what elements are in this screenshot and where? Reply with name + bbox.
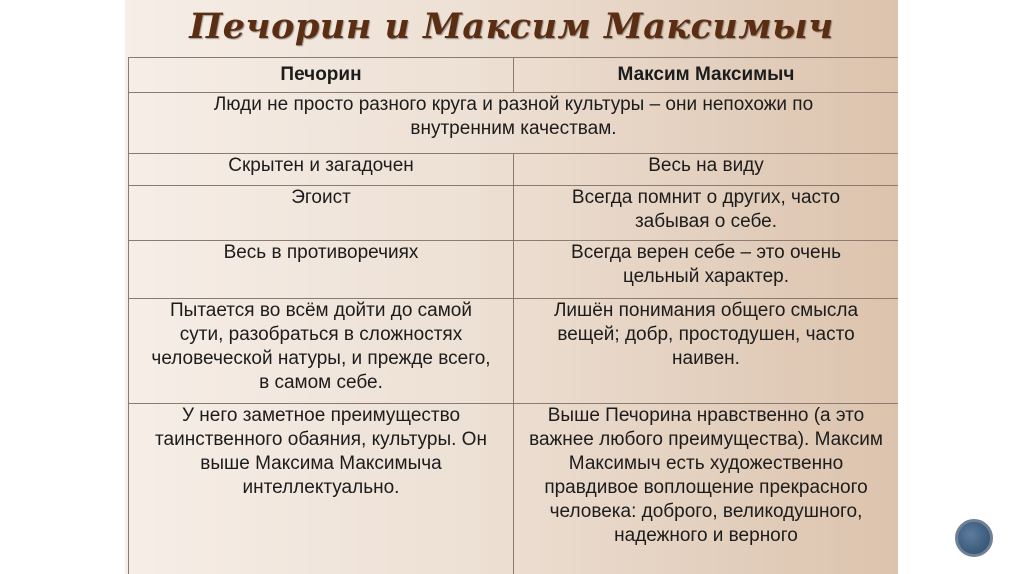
cell-maksim: Лишён понимания общего смысла вещей; добр, простодушен, часто наивен.	[514, 299, 899, 404]
table-row-summary	[129, 93, 899, 154]
comparison-table	[128, 57, 898, 574]
table-row	[129, 241, 899, 299]
summary-cell: Люди не просто разного круга и разной культуры – они непохожи по внутренним качествам.	[129, 93, 899, 154]
cell-maksim: Всегда помнит о других, часто забывая о себе.	[514, 186, 899, 241]
header-pechorin: Печорин	[129, 58, 514, 93]
cell-pechorin: У него заметное преимущество таинственного обаяния, культуры. Он выше Максима Максимыча интеллектуально.	[129, 404, 514, 574]
cell-maksim: Весь на виду	[514, 154, 899, 186]
cell-pechorin: Скрытен и загадочен	[129, 154, 514, 186]
slide-title: Печорин и Максим Максимыч	[189, 6, 834, 47]
table-row	[129, 404, 899, 574]
cell-pechorin: Пытается во всём дойти до самой сути, разобраться в сложностях человеческой натуры, и прежде всего, в самом себе.	[129, 299, 514, 404]
cell-maksim: Выше Печорина нравственно (а это важнее любого преимущества). Максим Максимыч есть художественно правдивое воплощение прекрасного человека: доброго, великодушного, надежного и верного	[514, 404, 899, 574]
table-header-row	[129, 58, 899, 93]
cell-maksim: Всегда верен себе – это очень цельный характер.	[514, 241, 899, 299]
cell-pechorin: Весь в противоречиях	[129, 241, 514, 299]
table-row	[129, 299, 899, 404]
table-row	[129, 186, 899, 241]
decorative-circle-icon	[955, 519, 993, 557]
header-maksim-maksimych: Максим Максимыч	[514, 58, 899, 93]
slide	[125, 0, 898, 574]
table-row	[129, 154, 899, 186]
cell-pechorin: Эгоист	[129, 186, 514, 241]
